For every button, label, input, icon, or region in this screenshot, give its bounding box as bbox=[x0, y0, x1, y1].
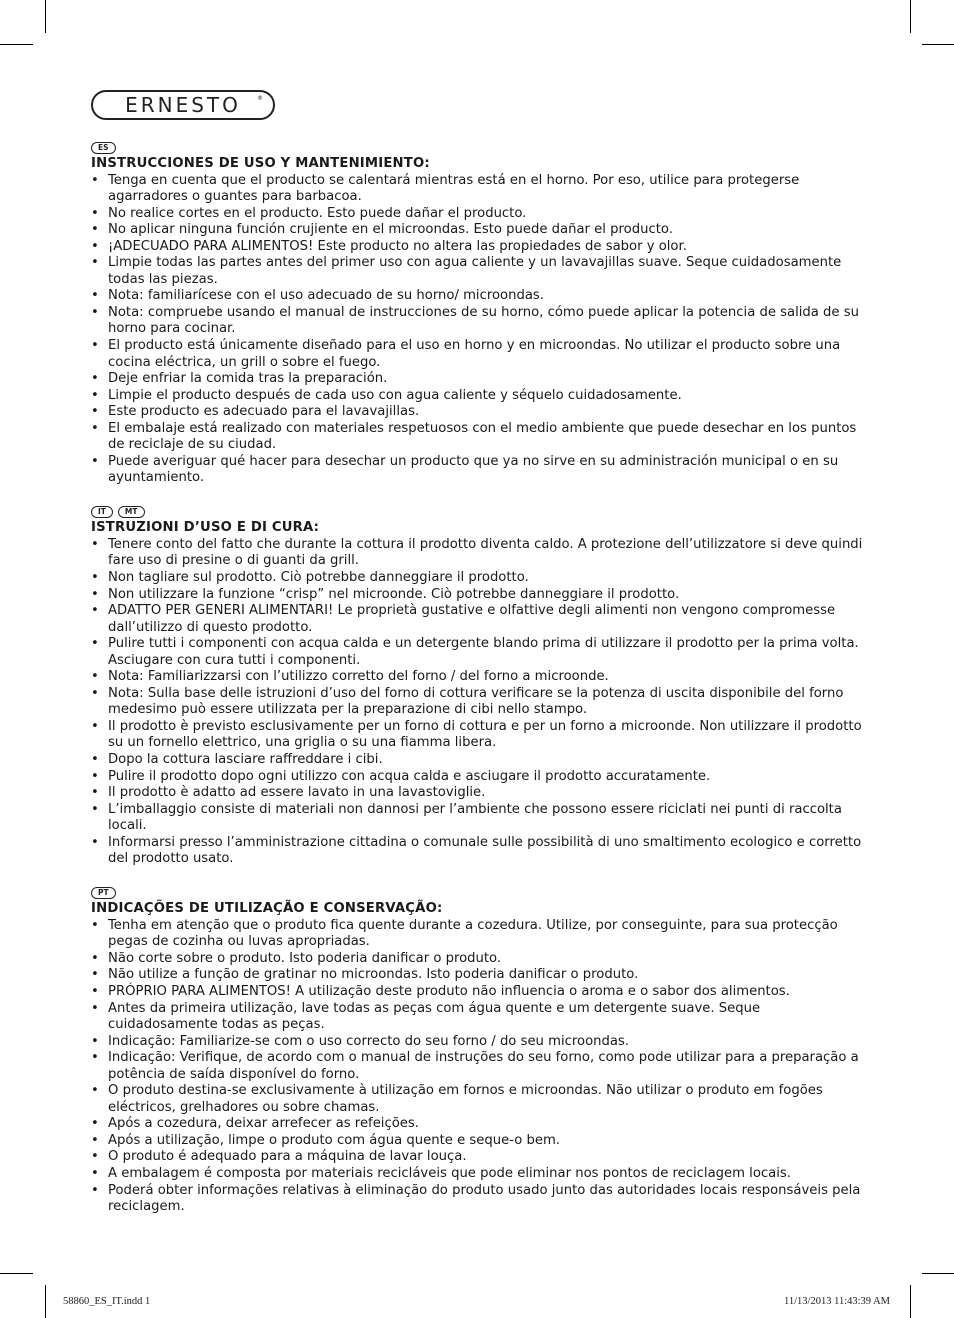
instruction-item: • Não utilize a função de gratinar no microondas. Isto poderia danificar o produto. bbox=[91, 967, 863, 984]
instruction-item: • PRÓPRIO PARA ALIMENTOS! A utilização deste produto não influencia o aroma e o sabor dos alimentos. bbox=[91, 984, 863, 1001]
footer-file-name: 58860_ES_IT.indd 1 bbox=[63, 1296, 151, 1307]
instruction-item: • Nota: Sulla base delle istruzioni d’uso del forno di cottura verificare se la potenza di uscita disponibile del forno medesimo può essere utilizzata per la preparazione di cibi nello stampo. bbox=[91, 686, 863, 719]
language-badge: IT bbox=[91, 506, 113, 518]
instruction-list bbox=[91, 918, 863, 1216]
instruction-item: • Informarsi presso l’amministrazione cittadina o comunale sulle possibilità di uno smaltimento ecologico e corretto del prodotto usato. bbox=[91, 835, 863, 868]
instruction-item: • Il prodotto è previsto esclusivamente per un forno di cottura e per un forno a microonde. Non utilizzare il prodotto su un fornello elettrico, una griglia o su una fiamma libera. bbox=[91, 719, 863, 752]
instruction-list bbox=[91, 173, 863, 487]
instruction-item: • No aplicar ninguna función crujiente en el microondas. Esto puede dañar el producto. bbox=[91, 222, 863, 239]
crop-mark bbox=[922, 44, 954, 45]
instruction-item: • Não corte sobre o produto. Isto poderia danificar o produto. bbox=[91, 951, 863, 968]
crop-mark bbox=[45, 1285, 46, 1318]
instructions-content bbox=[91, 139, 863, 1216]
instruction-item: • Pulire il prodotto dopo ogni utilizzo con acqua calda e asciugare il prodotto accuratamente. bbox=[91, 769, 863, 786]
section-heading: ISTRUZIONI D’USO E DI CURA: bbox=[91, 520, 320, 536]
instruction-item: • O produto destina-se exclusivamente à utilização em fornos e microondas. Não utilizar o produto em fogões eléctricos, grelhadores ou sobre chamas. bbox=[91, 1083, 863, 1116]
crop-mark bbox=[922, 1273, 954, 1274]
section-heading: INDICAÇÕES DE UTILIZAÇÃO E CONSERVAÇÃO: bbox=[91, 901, 443, 917]
instruction-item: • Limpie el producto después de cada uso con agua caliente y séquelo cuidadosamente. bbox=[91, 388, 863, 405]
crop-mark bbox=[910, 1285, 911, 1318]
instruction-item: • Limpie todas las partes antes del primer uso con agua caliente y un lavavajillas suave. Seque cuidadosamente todas las piezas. bbox=[91, 255, 863, 288]
instruction-item: • No realice cortes en el producto. Esto puede dañar el producto. bbox=[91, 206, 863, 223]
language-badges bbox=[91, 140, 863, 156]
language-badges bbox=[91, 504, 863, 520]
instruction-item: • Poderá obter informações relativas à eliminação do produto usado junto das autoridades locais responsáveis pela reciclagem. bbox=[91, 1183, 863, 1216]
section-heading: INSTRUCCIONES DE USO Y MANTENIMIENTO: bbox=[91, 156, 430, 171]
instruction-item: • O produto é adequado para a máquina de lavar louça. bbox=[91, 1149, 863, 1166]
language-badge: MT bbox=[118, 506, 145, 518]
instruction-item: • A embalagem é composta por materiais recicláveis que pode eliminar nos pontos de reciclagem locais. bbox=[91, 1166, 863, 1183]
instruction-item: • Indicação: Familiarize-se com o uso correcto do seu forno / do seu microondas. bbox=[91, 1034, 863, 1051]
instruction-list bbox=[91, 537, 863, 868]
instruction-item: • Nota: Familiarizzarsi con l’utilizzo corretto del forno / del forno a microonde. bbox=[91, 669, 863, 686]
instruction-item: • Deje enfriar la comida tras la preparación. bbox=[91, 371, 863, 388]
instruction-item: • Após a utilização, limpe o produto com água quente e seque-o bem. bbox=[91, 1133, 863, 1150]
instruction-item: • Tenha em atenção que o produto fica quente durante a cozedura. Utilize, por conseguinte, para sua protecção pegas de cozinha ou luvas apropriadas. bbox=[91, 918, 863, 951]
instruction-item: • Dopo la cottura lasciare raffreddare i cibi. bbox=[91, 752, 863, 769]
instruction-item: • Puede averiguar qué hacer para desechar un producto que ya no sirve en su administración municipal o en su ayuntamiento. bbox=[91, 454, 863, 487]
instruction-item: • Este producto es adecuado para el lavavajillas. bbox=[91, 404, 863, 421]
crop-mark bbox=[0, 1273, 33, 1274]
instruction-item: • Nota: compruebe usando el manual de instrucciones de su horno, cómo puede aplicar la potencia de salida de su horno para cocinar. bbox=[91, 305, 863, 338]
instruction-section bbox=[91, 140, 863, 487]
instruction-item: • Tenga en cuenta que el producto se calentará mientras está en el horno. Por eso, utilice para protegerse agarradores o guantes para barbacoa. bbox=[91, 173, 863, 206]
registered-mark: ® bbox=[257, 95, 263, 102]
instruction-item: • Non tagliare sul prodotto. Ciò potrebbe danneggiare il prodotto. bbox=[91, 570, 863, 587]
brand-logo-text: ERNESTO bbox=[125, 93, 241, 117]
instruction-item: • Após a cozedura, deixar arrefecer as refeições. bbox=[91, 1116, 863, 1133]
instruction-item: • Antes da primeira utilização, lave todas as peças com água quente e um detergente suave. Seque cuidadosamente todas as peças. bbox=[91, 1001, 863, 1034]
instruction-item: • Nota: familiarícese con el uso adecuado de su horno/ microondas. bbox=[91, 288, 863, 305]
instruction-section bbox=[91, 504, 863, 867]
instruction-item: • L’imballaggio consiste di materiali non dannosi per l’ambiente che possono essere riciclati nei punti di raccolta locali. bbox=[91, 802, 863, 835]
language-badges bbox=[91, 885, 863, 901]
crop-mark bbox=[0, 44, 33, 45]
crop-mark bbox=[910, 0, 911, 33]
instruction-item: • ¡ADECUADO PARA ALIMENTOS! Este producto no altera las propiedades de sabor y olor. bbox=[91, 239, 863, 256]
instruction-item: • ADATTO PER GENERI ALIMENTARI! Le proprietà gustative e olfattive degli alimenti non vengono compromesse dall’utilizzo di questo prodotto. bbox=[91, 603, 863, 636]
instruction-item: • Pulire tutti i componenti con acqua calda e un detergente blando prima di utilizzare il prodotto per la prima volta. Asciugare con cura tutti i componenti. bbox=[91, 636, 863, 669]
footer-timestamp: 11/13/2013 11:43:39 AM bbox=[784, 1296, 890, 1307]
instruction-item: • El embalaje está realizado con materiales respetuosos con el medio ambiente que puede desechar en los puntos de reciclaje de su ciudad. bbox=[91, 421, 863, 454]
brand-logo bbox=[91, 90, 275, 120]
instruction-item: • Il prodotto è adatto ad essere lavato in una lavastoviglie. bbox=[91, 785, 863, 802]
language-badge: PT bbox=[91, 887, 116, 899]
instruction-item: • Tenere conto del fatto che durante la cottura il prodotto diventa caldo. A protezione dell’utilizzatore si deve quindi fare uso di presine o di guanti da grill. bbox=[91, 537, 863, 570]
instruction-item: • Non utilizzare la funzione “crisp” nel microonde. Ciò potrebbe danneggiare il prodotto. bbox=[91, 587, 863, 604]
instruction-item: • El producto está únicamente diseñado para el uso en horno y en microondas. No utilizar el producto sobre una cocina eléctrica, un grill o sobre el fuego. bbox=[91, 338, 863, 371]
language-badge: ES bbox=[91, 142, 116, 154]
crop-mark bbox=[45, 0, 46, 33]
instruction-item: • Indicação: Verifique, de acordo com o manual de instruções do seu forno, como pode utilizar para a preparação a potência de saída disponível do forno. bbox=[91, 1050, 863, 1083]
instruction-section bbox=[91, 885, 863, 1215]
